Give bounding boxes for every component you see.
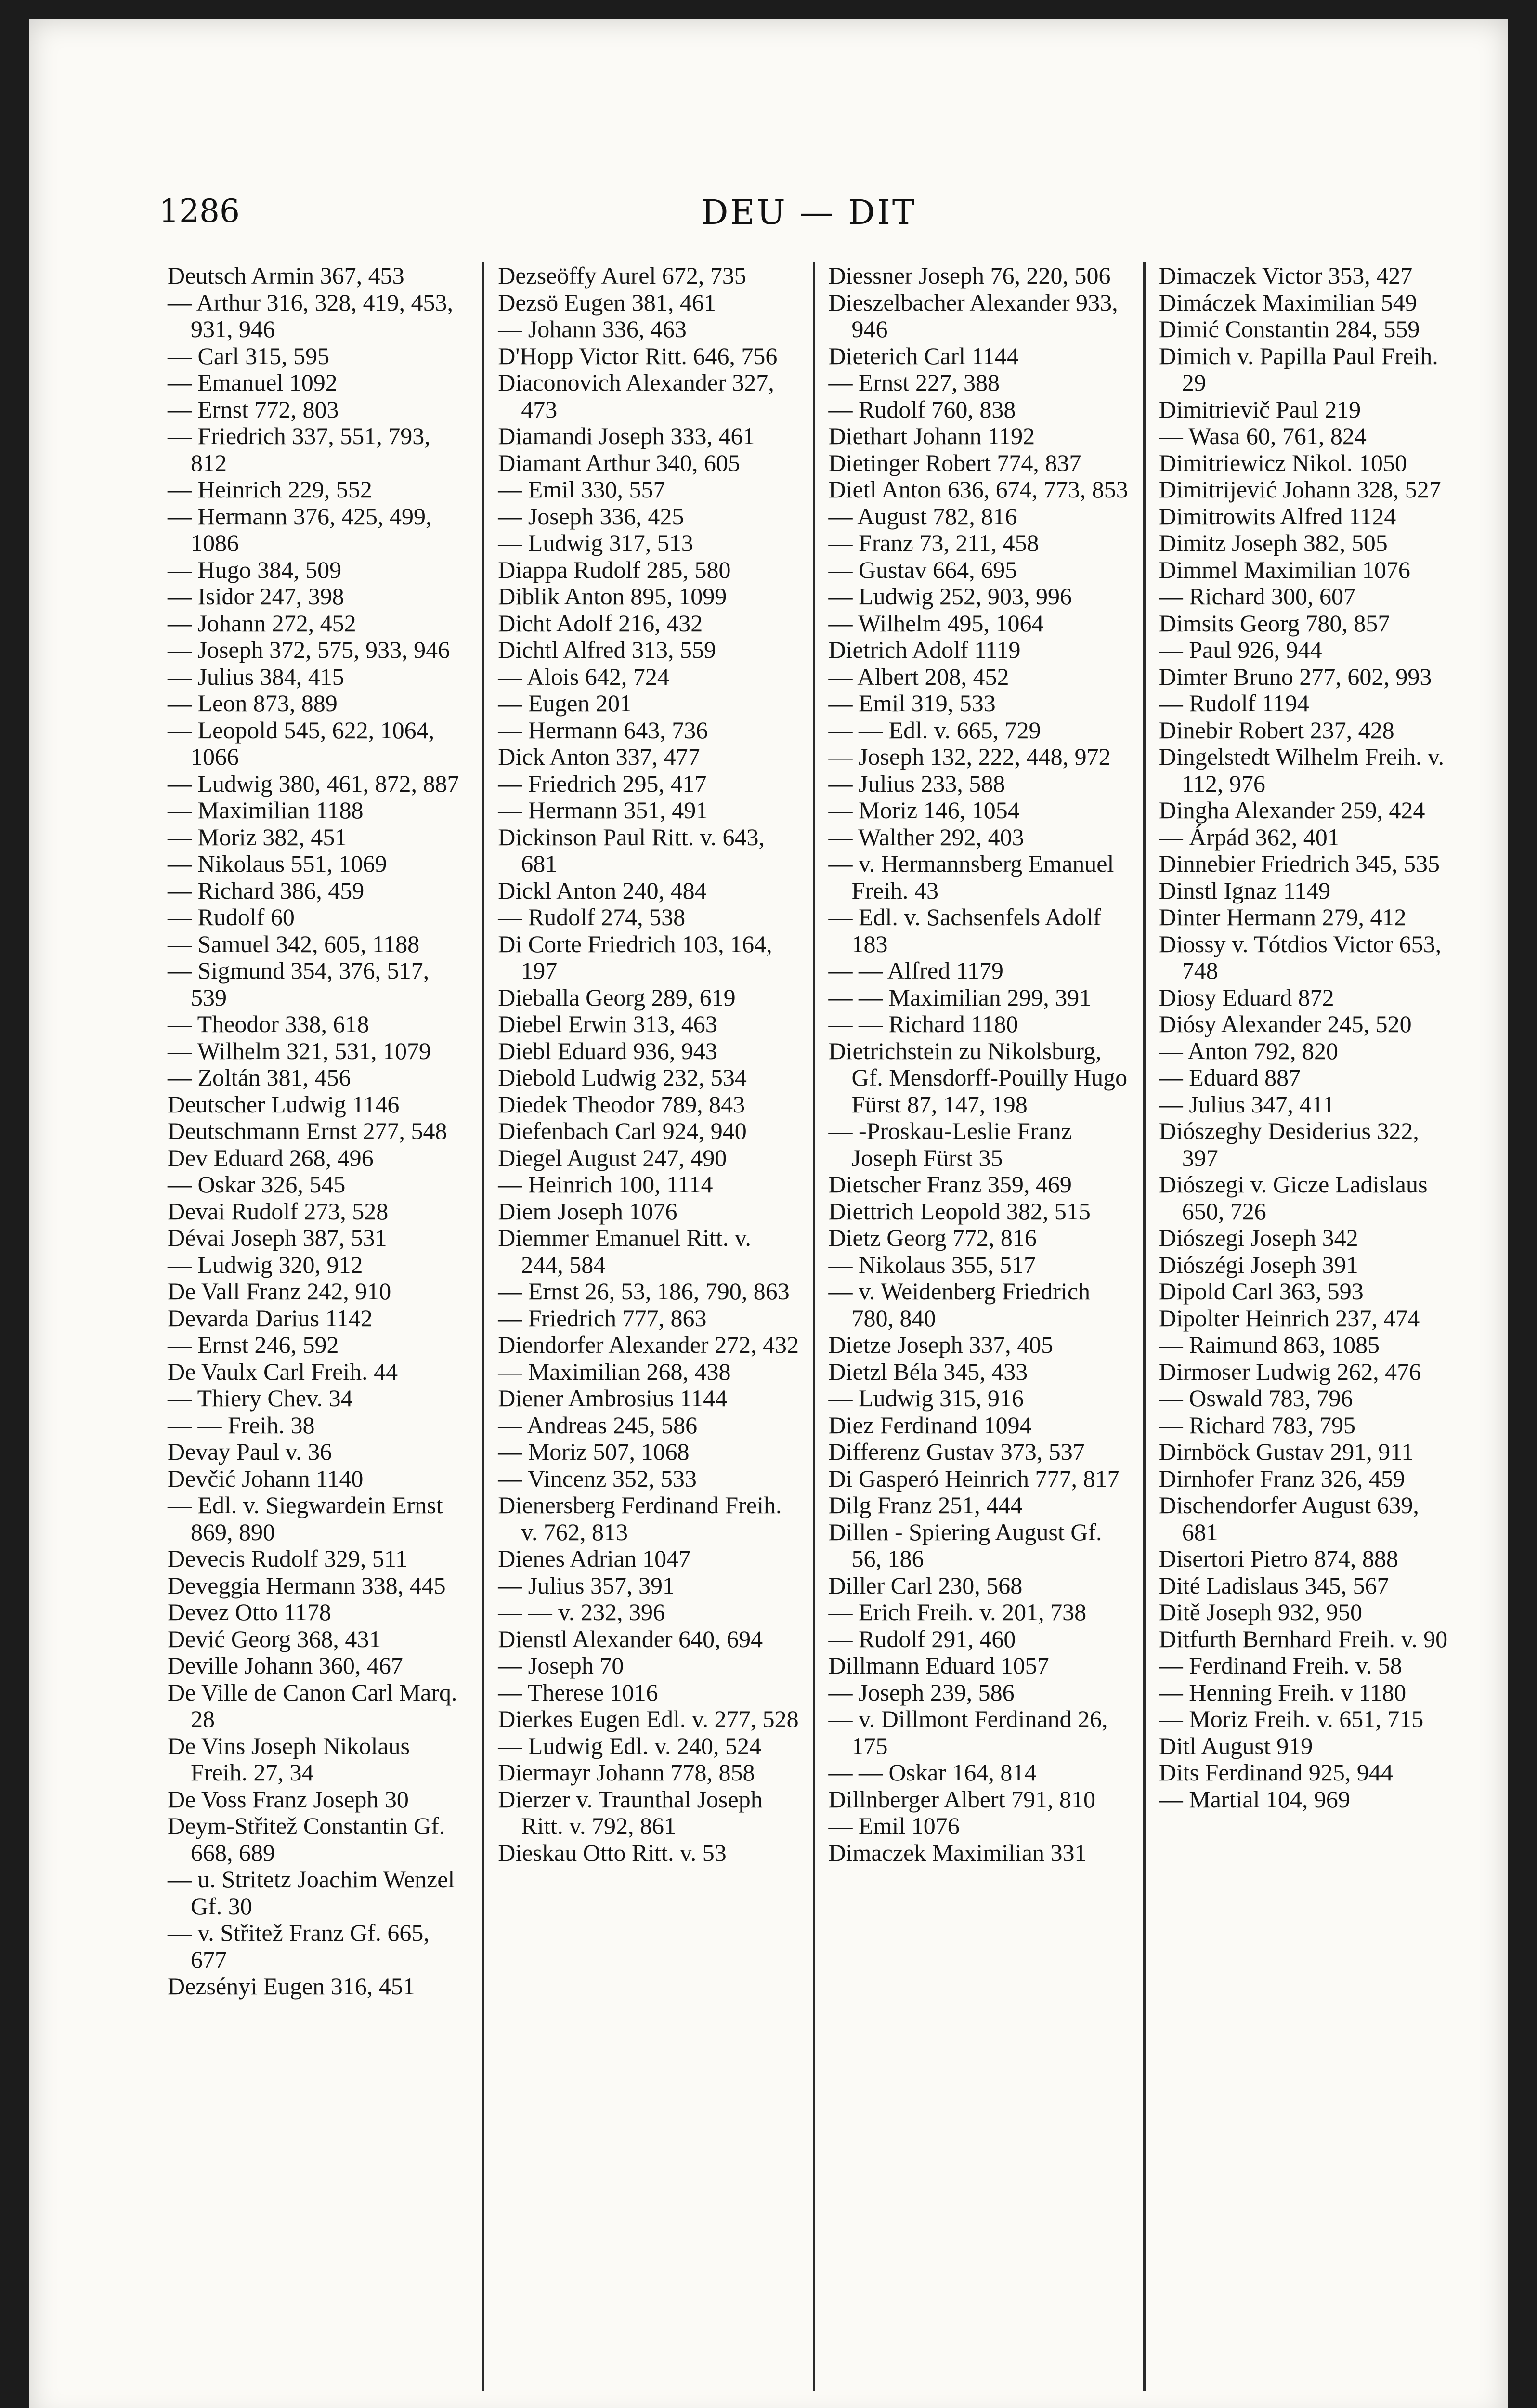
index-entry: — Hugo 384, 509 (168, 556, 342, 583)
index-entry: De Vins Joseph Nikolaus Freih. 27, 34 (168, 1732, 410, 1786)
index-entry: Dimitz Joseph 382, 505 (1159, 529, 1388, 556)
index-entry: Diessner Joseph 76, 220, 506 (828, 262, 1111, 289)
index-entry: — Ludwig 320, 912 (168, 1251, 363, 1278)
index-entry: Dillnberger Albert 791, 810 (828, 1785, 1096, 1813)
index-entry: — Moriz 146, 1054 (828, 797, 1020, 824)
index-entry: — — Maximilian 299, 391 (828, 983, 1092, 1011)
index-entry: Dimich v. Papilla Paul Freih. 29 (1159, 342, 1438, 396)
index-entry: — -Proskau-Leslie Franz Joseph Fürst 35 (828, 1117, 1072, 1171)
index-entry: Dezseöffy Aurel 672, 735 (498, 262, 746, 289)
index-entry: — Nikolaus 551, 1069 (168, 850, 387, 877)
index-entry: Diethart Johann 1192 (828, 422, 1035, 449)
index-entry: Dichtl Alfred 313, 559 (498, 636, 716, 663)
index-entry: Dimsits Georg 780, 857 (1159, 609, 1390, 637)
index-column-4 (1146, 262, 1473, 2391)
index-entry: — Eugen 201 (498, 690, 632, 717)
index-entry: Diaconovich Alexander 327, 473 (498, 369, 774, 423)
index-entry: — Samuel 342, 605, 1188 (168, 930, 420, 957)
index-entry: Diegel August 247, 490 (498, 1144, 727, 1171)
index-entry: — Edl. v. Sachsenfels Adolf 183 (828, 903, 1101, 957)
index-entry: — Julius 384, 415 (168, 663, 344, 690)
index-entry: Dieballa Georg 289, 619 (498, 983, 736, 1011)
index-entry: Dillen - Spiering August Gf. 56, 186 (828, 1518, 1102, 1572)
index-entry: — Rudolf 60 (168, 903, 295, 930)
index-entry: Diosy Eduard 872 (1159, 983, 1334, 1011)
index-entry: Dingha Alexander 259, 424 (1159, 797, 1425, 824)
index-entry: — u. Stritetz Joachim Wenzel Gf. 30 (168, 1866, 455, 1920)
index-entry: — Friedrich 295, 417 (498, 770, 707, 797)
index-entry: — — Edl. v. 665, 729 (828, 716, 1041, 744)
index-entry: — Joseph 239, 586 (828, 1678, 1015, 1706)
index-entry: Dieterich Carl 1144 (828, 342, 1019, 369)
index-entry: Dierkes Eugen Edl. v. 277, 528 (498, 1705, 799, 1732)
index-entry: Dietinger Robert 774, 837 (828, 449, 1081, 476)
index-entry: — Johann 336, 463 (498, 315, 687, 342)
index-entry: Dimáczek Maximilian 549 (1159, 288, 1417, 316)
index-entry: Dietz Georg 772, 816 (828, 1224, 1037, 1251)
index-entry: Dirnhofer Franz 326, 459 (1159, 1465, 1405, 1492)
index-entry: Diósy Alexander 245, 520 (1159, 1010, 1412, 1037)
index-entry: Dimitrowits Alfred 1124 (1159, 502, 1396, 530)
index-entry: Dietscher Franz 359, 469 (828, 1171, 1072, 1198)
index-entry: — Julius 233, 588 (828, 770, 1005, 797)
index-columns (154, 262, 1473, 2391)
index-entry: Deutschmann Ernst 277, 548 (168, 1117, 447, 1144)
index-entry: — — v. 232, 396 (498, 1598, 665, 1625)
index-entry: Diendorfer Alexander 272, 432 (498, 1331, 799, 1358)
scanned-page (29, 19, 1508, 2408)
index-entry: Diamant Arthur 340, 605 (498, 449, 740, 476)
index-entry: Dimmel Maximilian 1076 (1159, 556, 1410, 583)
index-entry: Di Gasperó Heinrich 777, 817 (828, 1465, 1120, 1492)
index-entry: Ditl August 919 (1159, 1732, 1313, 1759)
index-entry: — v. Dillmont Ferdinand 26, 175 (828, 1705, 1108, 1759)
index-entry: Diefenbach Carl 924, 940 (498, 1117, 747, 1144)
index-entry: Ditfurth Bernhard Freih. v. 90 (1159, 1625, 1448, 1652)
index-entry: Diebl Eduard 936, 943 (498, 1037, 717, 1064)
index-entry: — Maximilian 1188 (168, 797, 364, 824)
index-entry: Diószegi Joseph 342 (1159, 1224, 1358, 1251)
index-entry: Dimter Bruno 277, 602, 993 (1159, 663, 1432, 690)
index-entry: — Richard 386, 459 (168, 877, 365, 904)
index-entry: Dević Georg 368, 431 (168, 1625, 381, 1652)
index-entry: Devčić Johann 1140 (168, 1465, 364, 1492)
index-entry: — Ernst 246, 592 (168, 1331, 339, 1358)
index-entry: Dev Eduard 268, 496 (168, 1144, 374, 1171)
page-number: 1286 (159, 193, 240, 230)
index-entry: De Vaulx Carl Freih. 44 (168, 1358, 398, 1385)
index-entry: Dickinson Paul Ritt. v. 643, 681 (498, 823, 765, 877)
index-entry: — Emanuel 1092 (168, 369, 338, 396)
index-entry: Dienersberg Ferdinand Freih. v. 762, 813 (498, 1492, 782, 1545)
index-entry: Dirmoser Ludwig 262, 476 (1159, 1358, 1421, 1385)
index-entry: — v. Hermannsberg Emanuel Freih. 43 (828, 850, 1114, 904)
index-entry: — Rudolf 760, 838 (828, 395, 1016, 423)
index-entry: Dietrich Adolf 1119 (828, 636, 1021, 663)
index-entry: — Carl 315, 595 (168, 342, 330, 369)
index-entry: — Leopold 545, 622, 1064, 1066 (168, 716, 435, 770)
index-entry: Diener Ambrosius 1144 (498, 1385, 728, 1412)
index-entry: — Maximilian 268, 438 (498, 1358, 731, 1385)
index-entry: Devai Rudolf 273, 528 (168, 1197, 389, 1225)
index-entry: — Oswald 783, 796 (1159, 1385, 1353, 1412)
page-header (159, 193, 1459, 236)
index-entry: — Richard 300, 607 (1159, 583, 1356, 610)
index-entry: Diossy v. Tótdios Victor 653, 748 (1159, 930, 1442, 984)
index-column-2 (484, 262, 815, 2391)
index-entry: — Árpád 362, 401 (1159, 823, 1340, 851)
index-entry: — Emil 1076 (828, 1812, 960, 1839)
index-entry: Diez Ferdinand 1094 (828, 1411, 1032, 1439)
index-entry: Dimić Constantin 284, 559 (1159, 315, 1420, 342)
index-entry: Diószegi v. Gicze Ladislaus 650, 726 (1159, 1171, 1428, 1225)
index-entry: Dimitrijević Johann 328, 527 (1159, 476, 1441, 503)
index-entry: Deutsch Armin 367, 453 (168, 262, 404, 289)
running-head: DEU — DIT (701, 193, 917, 232)
index-entry: — Rudolf 291, 460 (828, 1625, 1016, 1652)
index-entry: — Vincenz 352, 533 (498, 1465, 697, 1492)
index-entry: Diószeghy Desiderius 322, 397 (1159, 1117, 1419, 1171)
index-entry: Dité Ladislaus 345, 567 (1159, 1571, 1389, 1599)
index-entry: Deveggia Hermann 338, 445 (168, 1571, 446, 1599)
index-entry: Devez Otto 1178 (168, 1598, 331, 1625)
index-entry: — Ludwig 317, 513 (498, 529, 693, 556)
index-entry: — Ludwig Edl. v. 240, 524 (498, 1732, 761, 1759)
index-entry: Dingelstedt Wilhelm Freih. v. 112, 976 (1159, 743, 1445, 797)
index-column-1 (154, 262, 484, 2391)
index-entry: Dimitrievič Paul 219 (1159, 395, 1361, 423)
index-entry: — Johann 272, 452 (168, 609, 356, 637)
index-entry: Differenz Gustav 373, 537 (828, 1438, 1085, 1465)
index-entry: — Raimund 863, 1085 (1159, 1331, 1380, 1358)
index-entry: — Andreas 245, 586 (498, 1411, 698, 1439)
index-entry: Disertori Pietro 874, 888 (1159, 1545, 1398, 1572)
index-entry: Dinnebier Friedrich 345, 535 (1159, 850, 1440, 877)
index-entry: Dischendorfer August 639, 681 (1159, 1492, 1419, 1545)
index-entry: Dienstl Alexander 640, 694 (498, 1625, 763, 1652)
index-entry: Dévai Joseph 387, 531 (168, 1224, 387, 1251)
index-entry: — Heinrich 100, 1114 (498, 1171, 713, 1198)
index-entry: Dipolter Heinrich 237, 474 (1159, 1304, 1420, 1332)
index-entry: — Moriz 382, 451 (168, 823, 347, 851)
index-entry: Diappa Rudolf 285, 580 (498, 556, 731, 583)
index-entry: — Edl. v. Siegwardein Ernst 869, 890 (168, 1492, 443, 1545)
index-entry: De Vall Franz 242, 910 (168, 1278, 391, 1305)
index-entry: Dimitriewicz Nikol. 1050 (1159, 449, 1407, 476)
index-entry: — Theodor 338, 618 (168, 1010, 369, 1037)
index-entry: Dilg Franz 251, 444 (828, 1492, 1023, 1518)
index-entry: — Moriz 507, 1068 (498, 1438, 690, 1465)
index-entry: Dezsényi Eugen 316, 451 (168, 1973, 415, 2000)
index-entry: Dimaczek Maximilian 331 (828, 1839, 1087, 1866)
index-entry: — Albert 208, 452 (828, 663, 1009, 690)
index-entry: — Friedrich 337, 551, 793, 812 (168, 422, 430, 476)
index-entry: Di Corte Friedrich 103, 164, 197 (498, 930, 772, 984)
index-column-3 (815, 262, 1146, 2391)
index-entry: — Wilhelm 495, 1064 (828, 609, 1044, 637)
index-entry: Dinebir Robert 237, 428 (1159, 716, 1394, 744)
index-entry: — Ludwig 252, 903, 996 (828, 583, 1072, 610)
index-entry: — Martial 104, 969 (1159, 1785, 1350, 1813)
index-entry: Diller Carl 230, 568 (828, 1571, 1023, 1599)
index-entry: — Arthur 316, 328, 419, 453, 931, 946 (168, 288, 454, 342)
index-entry: — — Richard 1180 (828, 1010, 1018, 1037)
index-entry: Deym-Střitež Constantin Gf. 668, 689 (168, 1812, 445, 1866)
index-entry: — Joseph 132, 222, 448, 972 (828, 743, 1111, 770)
index-entry: Dietzl Béla 345, 433 (828, 1358, 1028, 1385)
index-entry: — Ernst 227, 388 (828, 369, 1000, 396)
index-entry: — Ferdinand Freih. v. 58 (1159, 1652, 1402, 1679)
index-entry: Dietl Anton 636, 674, 773, 853 (828, 476, 1128, 503)
index-entry: — Alois 642, 724 (498, 663, 669, 690)
index-entry: Dimaczek Victor 353, 427 (1159, 262, 1413, 289)
index-entry: — v. Weidenberg Friedrich 780, 840 (828, 1278, 1091, 1332)
index-entry: — Paul 926, 944 (1159, 636, 1322, 663)
index-entry: — Gustav 664, 695 (828, 556, 1017, 583)
index-entry: Dirnböck Gustav 291, 911 (1159, 1438, 1414, 1465)
index-entry: Deville Johann 360, 467 (168, 1652, 403, 1679)
index-entry: — Franz 73, 211, 458 (828, 529, 1039, 556)
index-entry: Dillmann Eduard 1057 (828, 1652, 1049, 1679)
index-entry: — Sigmund 354, 376, 517, 539 (168, 957, 430, 1011)
index-entry: Dits Ferdinand 925, 944 (1159, 1759, 1393, 1786)
index-entry: — Hermann 351, 491 (498, 797, 708, 824)
index-entry: — Wilhelm 321, 531, 1079 (168, 1037, 431, 1064)
index-entry: Dinstl Ignaz 1149 (1159, 877, 1331, 904)
index-entry: — Zoltán 381, 456 (168, 1064, 351, 1091)
index-entry: Dezsö Eugen 381, 461 (498, 288, 716, 316)
index-entry: — Hermann 376, 425, 499, 1086 (168, 502, 432, 556)
index-entry: Dieszelbacher Alexander 933, 946 (828, 288, 1118, 342)
index-entry: — Henning Freih. v 1180 (1159, 1678, 1407, 1706)
index-entry: Diettrich Leopold 382, 515 (828, 1197, 1091, 1225)
index-entry: — Anton 792, 820 (1159, 1037, 1338, 1064)
index-entry: Dietrichstein zu Nikolsburg, Gf. Mensdorff-Pouilly Hugo Fürst 87, 147, 198 (828, 1037, 1128, 1118)
index-entry: Dierzer v. Traunthal Joseph Ritt. v. 792, 861 (498, 1785, 763, 1839)
index-entry: — Emil 319, 533 (828, 690, 996, 717)
index-entry: — Ludwig 380, 461, 872, 887 (168, 770, 459, 797)
index-entry: Ditě Joseph 932, 950 (1159, 1598, 1362, 1625)
index-entry: — Hermann 643, 736 (498, 716, 708, 744)
index-entry: Dienes Adrian 1047 (498, 1545, 691, 1572)
index-entry: Devarda Darius 1142 (168, 1304, 373, 1332)
index-entry: — Wasa 60, 761, 824 (1159, 422, 1367, 449)
index-entry: Diblik Anton 895, 1099 (498, 583, 727, 610)
index-entry: — Julius 347, 411 (1159, 1090, 1335, 1118)
index-entry: Dipold Carl 363, 593 (1159, 1278, 1364, 1305)
index-entry: Devay Paul v. 36 (168, 1438, 332, 1465)
index-entry: — Thiery Chev. 34 (168, 1385, 353, 1412)
index-entry: — Joseph 372, 575, 933, 946 (168, 636, 450, 663)
index-entry: De Voss Franz Joseph 30 (168, 1785, 409, 1813)
index-entry: Dicht Adolf 216, 432 (498, 609, 703, 637)
index-entry: — Leon 873, 889 (168, 690, 338, 717)
index-entry: Diedek Theodor 789, 843 (498, 1090, 745, 1118)
index-entry: — Rudolf 1194 (1159, 690, 1309, 717)
index-entry: Dinter Hermann 279, 412 (1159, 903, 1407, 930)
index-entry: — Rudolf 274, 538 (498, 903, 686, 930)
index-entry: — Heinrich 229, 552 (168, 476, 372, 503)
index-entry: — Erich Freih. v. 201, 738 (828, 1598, 1087, 1625)
index-entry: Diemmer Emanuel Ritt. v. 244, 584 (498, 1224, 752, 1278)
index-entry: — — Freih. 38 (168, 1411, 315, 1439)
index-entry: — Julius 357, 391 (498, 1571, 675, 1599)
index-entry: — Therese 1016 (498, 1678, 658, 1706)
index-entry: — Nikolaus 355, 517 (828, 1251, 1036, 1278)
index-entry: Dickl Anton 240, 484 (498, 877, 707, 904)
index-entry: — Richard 783, 795 (1159, 1411, 1356, 1439)
index-entry: Dick Anton 337, 477 (498, 743, 700, 770)
index-entry: Diem Joseph 1076 (498, 1197, 677, 1225)
index-entry: Diószégi Joseph 391 (1159, 1251, 1358, 1278)
index-entry: D'Hopp Victor Ritt. 646, 756 (498, 342, 778, 369)
index-entry: — Oskar 326, 545 (168, 1171, 346, 1198)
index-entry: Diamandi Joseph 333, 461 (498, 422, 755, 449)
index-entry: Devecis Rudolf 329, 511 (168, 1545, 408, 1572)
index-entry: — Ernst 772, 803 (168, 395, 339, 423)
index-entry: — Joseph 70 (498, 1652, 624, 1679)
index-entry: Diermayr Johann 778, 858 (498, 1759, 755, 1786)
index-entry: De Ville de Canon Carl Marq. 28 (168, 1678, 457, 1732)
index-entry: — Ludwig 315, 916 (828, 1385, 1024, 1412)
index-entry: Diebold Ludwig 232, 534 (498, 1064, 747, 1091)
index-entry: — Isidor 247, 398 (168, 583, 344, 610)
index-entry: Dietze Joseph 337, 405 (828, 1331, 1054, 1358)
index-entry: Deutscher Ludwig 1146 (168, 1090, 400, 1118)
index-entry: Diebel Erwin 313, 463 (498, 1010, 717, 1037)
index-entry: — Friedrich 777, 863 (498, 1304, 707, 1332)
index-entry: — — Alfred 1179 (828, 957, 1003, 984)
index-entry: — — Oskar 164, 814 (828, 1759, 1037, 1786)
index-entry: — Eduard 887 (1159, 1064, 1301, 1091)
index-entry: Dieskau Otto Ritt. v. 53 (498, 1839, 727, 1866)
index-entry: — v. Střitež Franz Gf. 665, 677 (168, 1919, 430, 1973)
index-entry: — Moriz Freih. v. 651, 715 (1159, 1705, 1424, 1732)
index-entry: — Emil 330, 557 (498, 476, 665, 503)
index-entry: — Walther 292, 403 (828, 823, 1024, 851)
index-entry: — Ernst 26, 53, 186, 790, 863 (498, 1278, 790, 1305)
index-entry: — August 782, 816 (828, 502, 1017, 530)
index-entry: — Joseph 336, 425 (498, 502, 684, 530)
